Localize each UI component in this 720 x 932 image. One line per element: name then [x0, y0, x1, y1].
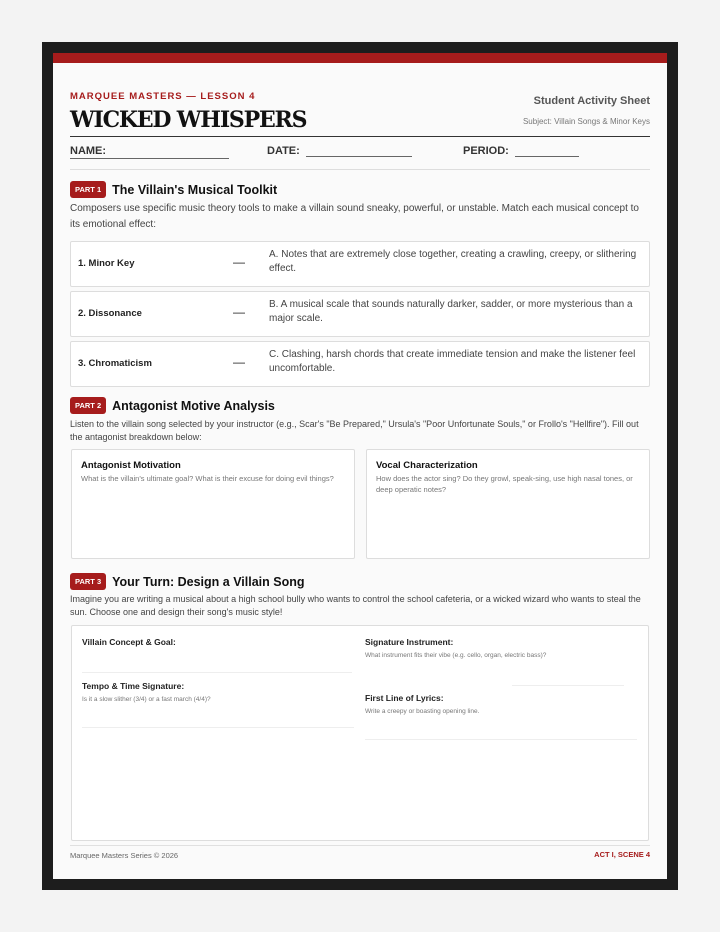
match-term: 3. Chromaticism	[78, 358, 152, 369]
period-label: PERIOD:	[463, 145, 509, 157]
match-row[interactable]	[70, 341, 650, 387]
vocal-title: Vocal Characterization	[376, 460, 478, 471]
vocal-prompt: How does the actor sing? Do they growl, speak-sing, use high nasal tones, or deep operatic notes?	[376, 474, 633, 494]
tempo-answer-line[interactable]	[82, 727, 354, 728]
sheet-type: Student Activity Sheet	[533, 95, 650, 107]
name-field[interactable]	[70, 145, 106, 157]
lesson-kicker: MARQUEE MASTERS — LESSON 4	[70, 91, 256, 102]
instrument-label: Signature Instrument:	[365, 637, 454, 647]
part3-title: Your Turn: Design a Villain Song	[112, 574, 305, 589]
concept-answer-line[interactable]	[82, 672, 352, 673]
part3-badge: PART 3	[70, 573, 106, 590]
footer-copyright: Marquee Masters Series © 2026	[70, 851, 179, 860]
page-frame	[42, 42, 678, 890]
footer-divider	[70, 845, 650, 846]
part1-intro: Composers use specific music theory tools to make a villain sound sneaky, powerful, or unstable. Match each musical concept to its emotional effect:	[70, 203, 639, 230]
match-row[interactable]	[70, 291, 650, 337]
answer-blank[interactable]: —	[233, 305, 245, 319]
answer-blank[interactable]: —	[233, 355, 245, 369]
period-field[interactable]	[463, 145, 579, 157]
tempo-hint: Is it a slow slither (3/4) or a fast march (4/4)?	[82, 696, 211, 703]
motivation-box[interactable]	[71, 449, 355, 559]
date-label: DATE:	[267, 145, 300, 157]
subject-line: Subject: Villain Songs & Minor Keys	[522, 117, 650, 126]
page-title: WICKED WHISPERS	[70, 107, 307, 133]
motivation-title: Antagonist Motivation	[81, 460, 181, 471]
motivation-prompt: What is the villain's ultimate goal? What is their excuse for doing evil things?	[81, 474, 334, 483]
part2-badge: PART 2	[70, 397, 106, 414]
instrument-answer-line[interactable]	[512, 685, 624, 686]
part3-heading	[70, 573, 305, 590]
match-term: 2. Dissonance	[78, 308, 142, 319]
accent-bar	[53, 53, 667, 63]
part3-intro: Imagine you are writing a musical about a high school bully who wants to control the school cafeteria, or a wicked wizard who wants to steal the sun. Choose one and design their song's music style!	[70, 594, 641, 617]
name-label: NAME:	[70, 145, 107, 157]
match-definition: B. A musical scale that sounds naturally darker, sadder, or more mysterious than a major scale.	[269, 299, 633, 324]
activity-sheet	[53, 53, 667, 879]
match-term: 1. Minor Key	[78, 258, 135, 269]
footer-scene: ACT I, SCENE 4	[594, 850, 650, 859]
design-box	[71, 625, 649, 841]
concept-label: Villain Concept & Goal:	[82, 637, 176, 647]
period-line	[515, 145, 579, 157]
vocal-box[interactable]	[366, 449, 650, 559]
name-line	[70, 158, 229, 159]
part2-intro: Listen to the villain song selected by your instructor (e.g., Scar's "Be Prepared," Ursula's "Poor Unfortunate Souls," or Frollo's "Hellfire"). Fill out the antagonist breakdown below:	[70, 419, 639, 442]
part1-title: The Villain's Musical Toolkit	[112, 182, 278, 197]
part1-badge: PART 1	[70, 181, 106, 198]
lyrics-hint: Write a creepy or boasting opening line.	[365, 708, 480, 715]
lyrics-label: First Line of Lyrics:	[365, 693, 444, 703]
date-line	[306, 145, 412, 157]
tempo-label: Tempo & Time Signature:	[82, 681, 185, 691]
instrument-hint: What instrument fits their vibe (e.g. cello, organ, electric bass)?	[365, 652, 547, 659]
fields-divider	[70, 169, 650, 170]
match-definition: A. Notes that are extremely close together, creating a crawling, creepy, or slithering effect.	[269, 249, 637, 274]
part1-heading	[70, 181, 277, 198]
part2-title: Antagonist Motive Analysis	[112, 398, 275, 413]
lyrics-answer-line[interactable]	[365, 739, 637, 740]
answer-blank[interactable]: —	[233, 255, 245, 269]
part2-heading	[70, 397, 275, 414]
date-field[interactable]	[267, 145, 412, 157]
header-divider	[70, 136, 650, 137]
match-definition: C. Clashing, harsh chords that create immediate tension and make the listener feel uncomfortable.	[269, 349, 636, 374]
match-row[interactable]	[70, 241, 650, 287]
